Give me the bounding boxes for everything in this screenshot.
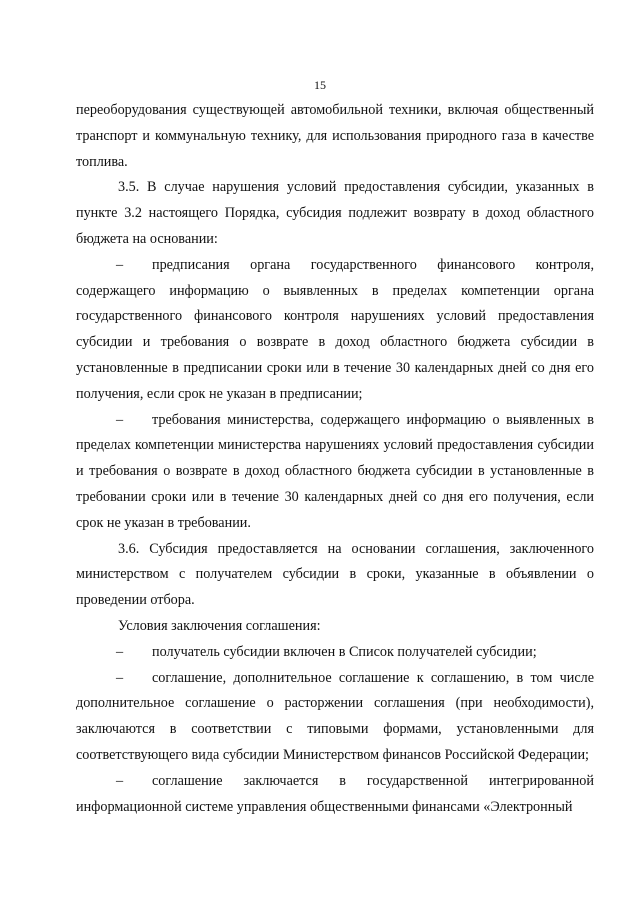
list-item-text: требования министерства, содержащего информацию о выявленных в пределах компетенции министерства нарушениях условий предоставления субсидии и требования о возврате в доход областного бюджета субсидии в установленные в требовании сроки или в течение 30 календарных дней со дня его получения, если срок не указан в требовании. <box>76 411 594 531</box>
list-item-electronic-system <box>76 769 594 821</box>
page-number: 15 <box>314 78 326 92</box>
paragraph-3-6: 3.6. Субсидия предоставляется на основании соглашения, заключенного министерством с получателем субсидии в сроки, указанные в объявлении о проведении отбора. <box>76 540 594 609</box>
list-item-text: получатель субсидии включен в Список получателей субсидии; <box>152 643 537 660</box>
paragraph-3-5: 3.5. В случае нарушения условий предоставления субсидии, указанных в пункте 3.2 настоящего Порядка, субсидия подлежит возврату в доход областного бюджета на основании: <box>76 179 594 247</box>
list-item-recipient-listed <box>76 640 594 666</box>
paragraph-conditions-heading: Условия заключения соглашения: <box>118 617 321 634</box>
list-item-standard-forms <box>76 666 594 769</box>
list-item-text: предписания органа государственного финансового контроля, содержащего информацию о выявленных в пределах компетенции органа государственного финансового контроля нарушениях условий предоставления субсидии и требования о возврате в доход областного бюджета субсидии в установленные в предписании сроки или в течение 30 календарных дней со дня его получения, если срок не указан в предписании; <box>76 256 594 402</box>
dash-marker: – <box>116 411 124 428</box>
document-body <box>76 98 594 820</box>
list-item-text: соглашение заключается в государственной интегрированной информационной системе управления общественными финансами «Электронный <box>76 772 594 815</box>
list-item-text: соглашение, дополнительное соглашение к соглашению, в том числе дополнительное соглашение о расторжении соглашения (при необходимости), заключаются в соответствии с типовыми формами, установленными для соответствующего вида субсидии Министерством финансов Российской Федерации; <box>76 669 594 763</box>
dash-marker: – <box>116 772 124 789</box>
list-item-prescription <box>76 253 594 408</box>
dash-marker: – <box>116 256 124 273</box>
dash-marker: – <box>116 643 124 660</box>
dash-marker: – <box>116 669 124 686</box>
paragraph-continuation: переоборудования существующей автомобильной техники, включая общественный транспорт и коммунальную технику, для использования природного газа в качестве топлива. <box>76 102 594 170</box>
list-item-ministry-demand <box>76 408 594 537</box>
